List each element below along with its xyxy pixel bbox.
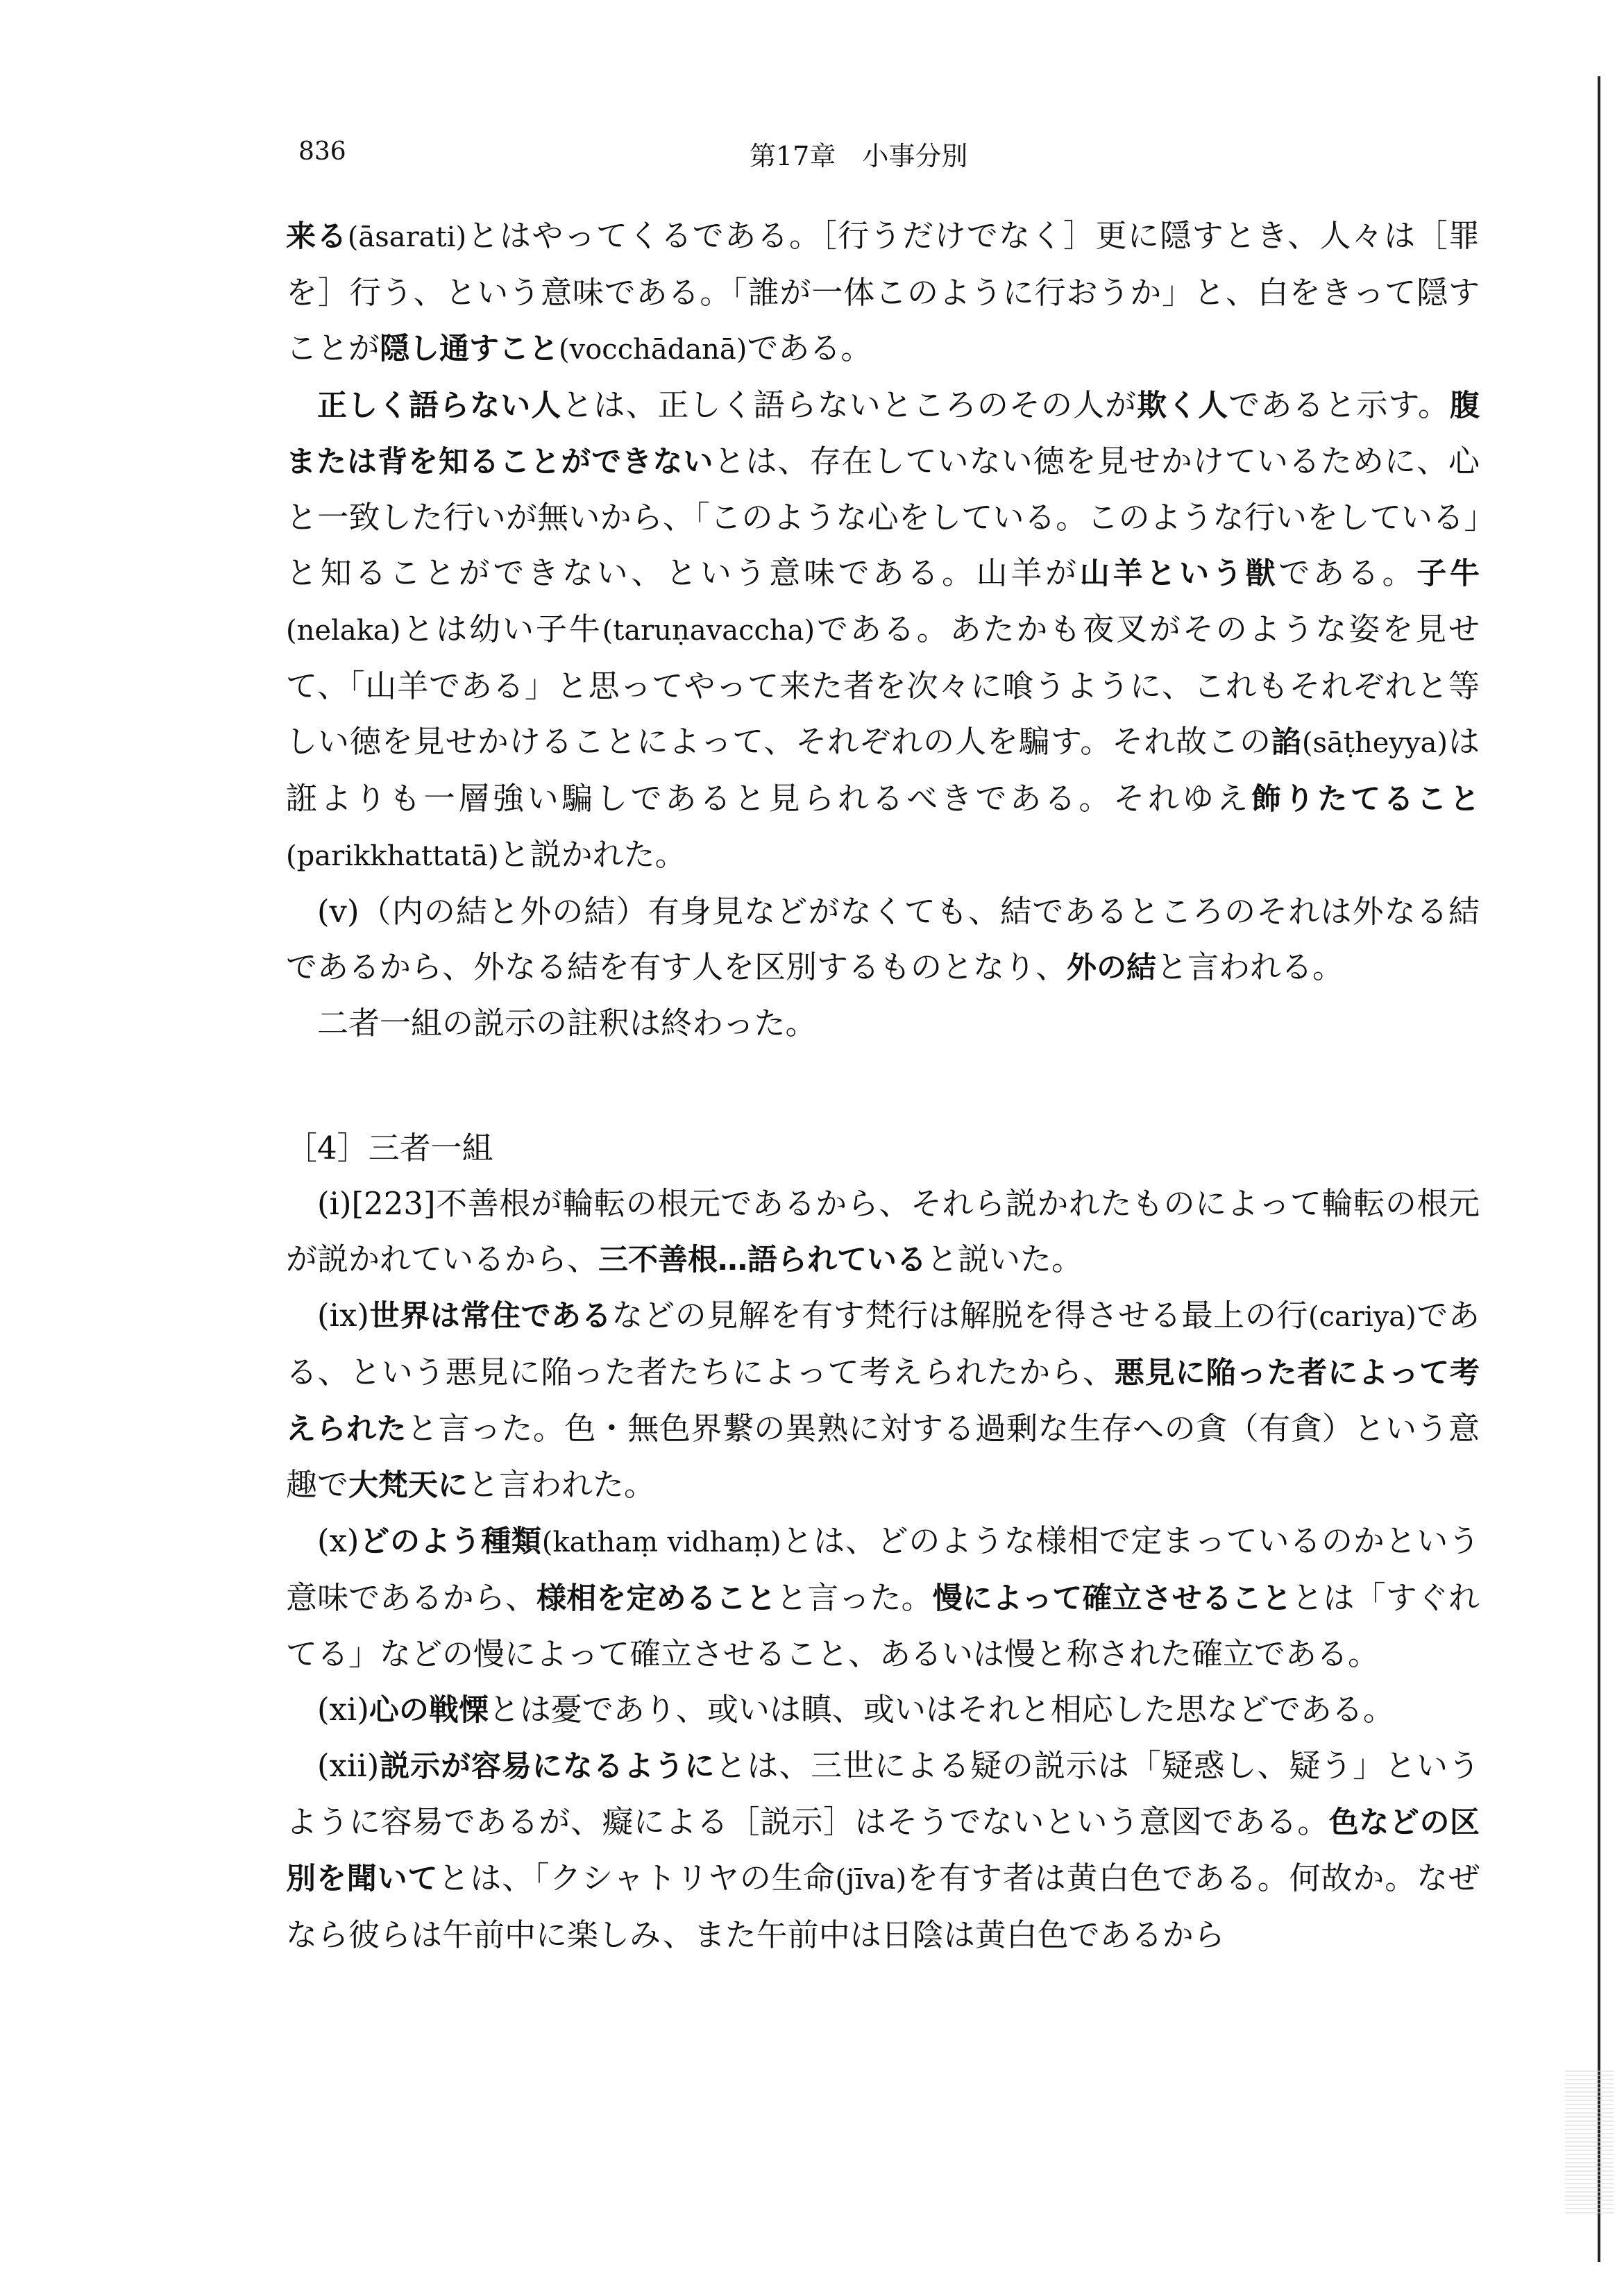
section-heading	[286, 1121, 1480, 1176]
text-run: (xii)	[317, 1747, 380, 1784]
page-edge-rule	[1598, 76, 1600, 2262]
text-run: ［4］三者一組	[286, 1130, 493, 1166]
pali-term: (āsarati)	[347, 221, 467, 253]
paragraph	[286, 1738, 1480, 1963]
bold-term: 悪見に陥った者によって考えられた	[286, 1356, 1480, 1447]
text-run: (ix)	[317, 1297, 369, 1334]
text-run: である。	[747, 330, 872, 366]
text-run: (xi)	[317, 1691, 369, 1728]
paragraph	[286, 208, 1480, 377]
pali-term: (vocchādanā)	[559, 334, 747, 366]
pali-term: (parikkhattatā)	[286, 840, 499, 872]
text-run: と説いた。	[927, 1241, 1083, 1277]
pali-term: (jīva)	[835, 1864, 907, 1896]
bold-term: 山羊という獣	[1079, 556, 1279, 591]
bold-term: 慢によって確立させること	[932, 1581, 1292, 1616]
bold-term: 正しく語らない人	[317, 389, 562, 423]
bold-term: 心の戦慄	[369, 1693, 489, 1728]
text-run: とはやってくるである。［行うだけでなく］更に隠すとき、人々は［罪を］行う、という意味である。「誰が一体このように行おうか」と、白をきって隠すことが	[286, 217, 1480, 366]
bold-term: 色などの区別を聞いて	[286, 1805, 1480, 1896]
text-run: とは憂であり、或いは瞋、或いはそれと相応した思などである。	[488, 1691, 1394, 1728]
bold-term: 隠し通すこと	[380, 332, 559, 366]
scan-artifact	[1565, 2068, 1614, 2213]
running-head: 第17章 小事分別	[750, 141, 968, 171]
text-run: とは幼い子牛	[400, 611, 602, 647]
text-run: (x)	[317, 1522, 360, 1559]
paragraph	[286, 377, 1480, 884]
text-run: であると示す。	[1228, 386, 1450, 423]
text-run: と言われる。	[1156, 949, 1344, 985]
bold-term: 飾りたてること	[1251, 782, 1480, 817]
text-run: (i)[223]不善根が輪転の根元であるから、それら説かれたものによって輪転の根元が説かれているから、	[286, 1185, 1480, 1277]
text-run: である。	[1278, 554, 1417, 591]
bold-term: 子牛	[1416, 556, 1480, 591]
text-run: とは、「クシャトリヤの生命	[438, 1860, 836, 1896]
paragraph	[286, 1513, 1480, 1682]
text-run: は誑よりも一層強い騙しであると見られるべきである。それゆえ	[286, 723, 1480, 817]
text-run: である、という悪見に陥った者たちによって考えられたから、	[286, 1297, 1480, 1391]
text-run: と説かれた。	[498, 836, 686, 873]
text-run: とは、正しく語らないところのその人が	[561, 386, 1137, 423]
bold-term: 様相を定めること	[536, 1581, 777, 1616]
text-run: と言われた。	[468, 1466, 656, 1503]
paragraph	[286, 996, 1480, 1051]
text-run: などの見解を有す梵行は解脱を得させる最上の行	[611, 1297, 1308, 1334]
pali-term: (cariya)	[1308, 1301, 1416, 1333]
paragraph	[286, 1288, 1480, 1513]
pali-term: (kathaṃ vidhaṃ)	[541, 1527, 781, 1558]
paragraph	[286, 1176, 1480, 1288]
paragraph	[286, 884, 1480, 996]
text-run: とは、存在していない徳を見せかけているために、心と一致した行いが無いから、「このような心をしている。このような行いをしている」と知ることができない、という意味である。山羊が	[286, 443, 1480, 591]
text-run: とは「すぐれてる」などの慢によって確立させること、あるいは慢と称された確立である。	[286, 1579, 1480, 1672]
page-number: 836	[298, 137, 346, 166]
paragraph	[286, 1682, 1480, 1738]
text-run: である。あたかも夜叉がそのような姿を見せて、「山羊である」と思ってやって来た者を次々に喰うように、これもそれぞれと等しい徳を見せかけることによって、それぞれの人を騙す。それ故この	[286, 611, 1480, 760]
body-text	[286, 208, 1480, 1963]
bold-term: 大梵天に	[348, 1468, 468, 1503]
pali-term: (sāṭheyya)	[1301, 727, 1448, 759]
text-run: を有す者は黄白色である。何故か。なぜなら彼らは午前中に楽しみ、また午前中は日陰は黄白色であるから	[286, 1860, 1480, 1953]
text-run: と言った。色・無色界繋の異熟に対する過剰な生存への貪（有貪）という意趣で	[286, 1410, 1480, 1503]
text-run: とは、どのような様相で定まっているのかという意味であるから、	[286, 1522, 1480, 1616]
bold-term: 来る	[286, 219, 348, 254]
pali-term: (nelaka)	[286, 615, 401, 647]
text-run: (v)（内の結と外の結）有身見などがなくても、結であるところのそれは外なる結であるから、外なる結を有す人を区別するものとなり、	[286, 893, 1480, 985]
bold-term: 諂	[1271, 725, 1302, 760]
bold-term: 欺く人	[1137, 389, 1229, 423]
bold-term: 説示が容易になるように	[379, 1749, 716, 1784]
text-run: とは、三世による疑の説示は「疑惑し、疑う」というように容易であるが、癡による［説示］はそうでないという意図である。	[286, 1747, 1480, 1840]
text-run: と言った。	[776, 1579, 933, 1616]
bold-term: 外の結	[1067, 951, 1157, 985]
bold-term: どのよう種類	[359, 1524, 542, 1559]
bold-term: 三不善根…語られている	[598, 1243, 927, 1277]
pali-term: (taruṇavaccha)	[602, 615, 815, 647]
text-run: 二者一組の説示の註釈は終わった。	[317, 1005, 817, 1041]
bold-term: 世界は常住である	[369, 1299, 612, 1334]
bold-term: 腹または背を知ることができない	[286, 389, 1480, 479]
